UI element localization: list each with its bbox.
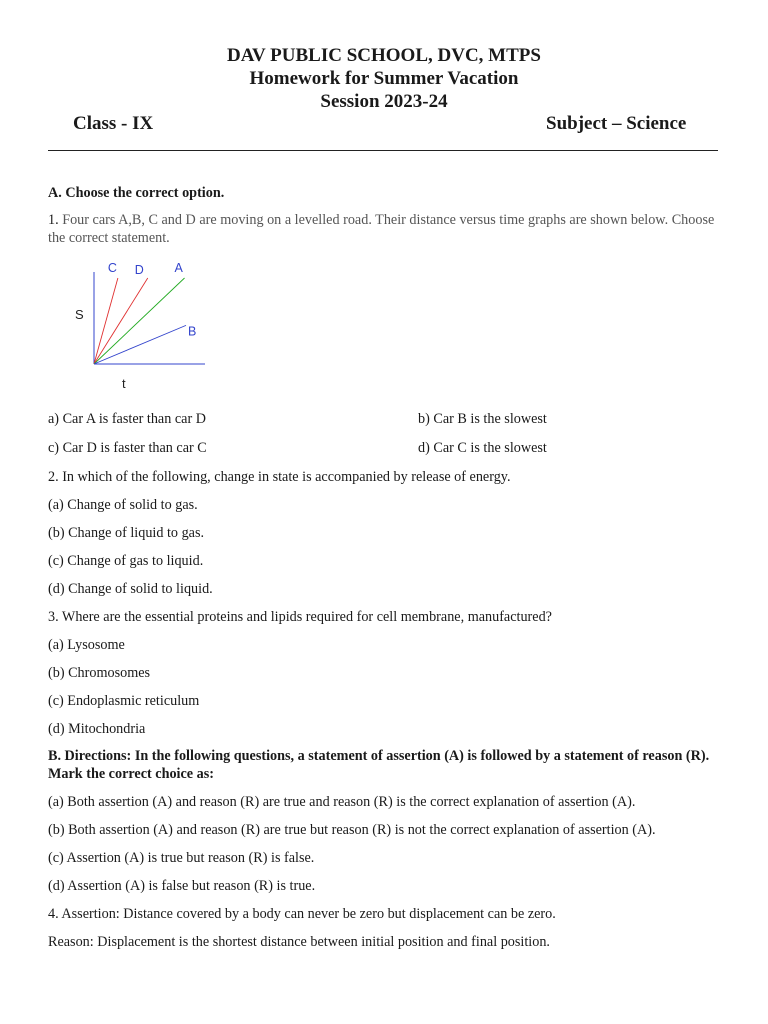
q1-option-a: a) Car A is faster than car D — [48, 411, 206, 427]
section-a-heading: A. Choose the correct option. — [48, 185, 225, 201]
q2-option-a: (a) Change of solid to gas. — [48, 497, 198, 513]
section-b-heading: B. Directions: In the following questions, a statement of assertion (A) is followed by a statement of reason (R). Mark the correct choice as: — [48, 748, 710, 782]
q1-option-c: c) Car D is faster than car C — [48, 440, 207, 456]
q1-option-d: d) Car C is the slowest — [418, 440, 547, 456]
x-axis-label: t — [122, 376, 126, 391]
series-label-d: D — [134, 263, 144, 277]
q3-option-a: (a) Lysosome — [48, 637, 125, 653]
section-b-option-d: (d) Assertion (A) is false but reason (R) is true. — [48, 878, 316, 894]
y-axis-label: S — [75, 307, 84, 322]
section-b-option-c: (c) Assertion (A) is true but reason (R) is false. — [48, 850, 315, 866]
class-label: Class - IX — [73, 113, 154, 134]
question-1-number: 1. — [48, 212, 59, 228]
session-label: Session 2023-24 — [320, 91, 448, 112]
q2-option-c: (c) Change of gas to liquid. — [48, 553, 204, 569]
q4-assertion: 4. Assertion: Distance covered by a body can never be zero but displacement can be zero. — [48, 906, 556, 922]
homework-title: Homework for Summer Vacation — [249, 68, 519, 89]
distance-time-graph — [60, 262, 230, 397]
series-label-b: B — [188, 324, 197, 339]
question-1-text: Four cars A,B, C and D are moving on a levelled road. Their distance versus time graphs are shown below. Choose the correct statement. — [48, 212, 715, 246]
series-label-a: A — [174, 262, 183, 275]
q4-reason: Reason: Displacement is the shortest distance between initial position and final position. — [48, 934, 550, 950]
subject-label: Subject – Science — [546, 113, 687, 134]
q1-option-b: b) Car B is the slowest — [418, 411, 547, 427]
section-b-option-a: (a) Both assertion (A) and reason (R) are true and reason (R) is the correct explanation of assertion (A). — [48, 794, 636, 810]
question-3: 3. Where are the essential proteins and lipids required for cell membrane, manufactured? — [48, 609, 552, 625]
series-line-b — [94, 325, 186, 364]
q3-option-b: (b) Chromosomes — [48, 665, 151, 681]
header-divider — [48, 150, 718, 151]
question-2: 2. In which of the following, change in state is accompanied by release of energy. — [48, 469, 511, 485]
q3-option-c: (c) Endoplasmic reticulum — [48, 693, 200, 709]
series-label-c: C — [107, 262, 117, 275]
q3-option-d: (d) Mitochondria — [48, 721, 146, 737]
series-line-c — [94, 278, 118, 364]
section-b-option-b: (b) Both assertion (A) and reason (R) are true but reason (R) is not the correct explanation of assertion (A). — [48, 822, 656, 838]
q2-option-d: (d) Change of solid to liquid. — [48, 581, 213, 597]
school-name: DAV PUBLIC SCHOOL, DVC, MTPS — [227, 45, 541, 66]
q2-option-b: (b) Change of liquid to gas. — [48, 525, 205, 541]
question-1 — [48, 211, 728, 247]
